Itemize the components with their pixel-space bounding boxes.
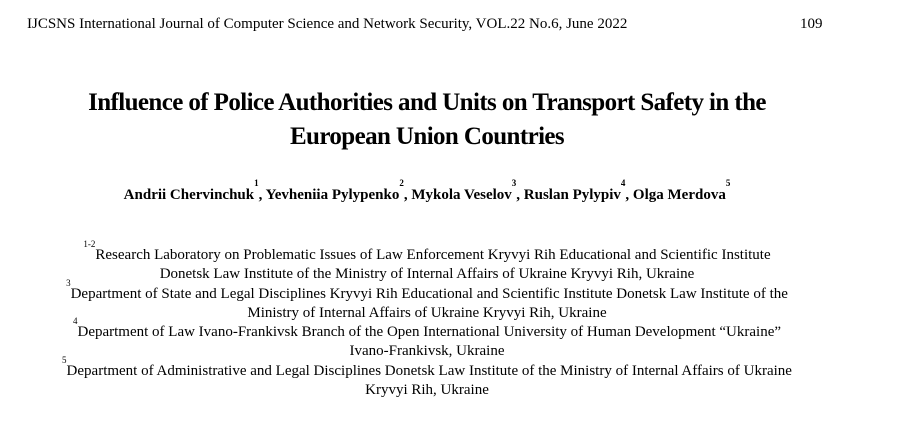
- page-number: 109: [800, 16, 823, 32]
- author-affiliation-mark: 5: [725, 178, 731, 188]
- affiliation-line: Ministry of Internal Affairs of Ukraine Kryvyi Rih, Ukraine: [247, 304, 607, 321]
- affiliation-mark: 3: [66, 277, 71, 288]
- affiliation-line: Ivano-Frankivsk, Ukraine: [349, 343, 505, 360]
- affiliation-item: [0, 239, 854, 285]
- affiliation-text: Department of Administrative and Legal Disciplines Donetsk Law Institute of the Ministry of Internal Affairs of Ukraine: [66, 362, 792, 379]
- affiliation-line: Kryvyi Rih, Ukraine: [365, 382, 489, 399]
- author-list: Andrii Chervinchuk$^1$, Yevheniia Pylypenko$^2$, Mykola Veselov$^3$, Ruslan Pylypiv$^4$, Olga Merdova$^5$: [123, 178, 731, 203]
- title-line-1: Influence of Police Authorities and Units on Transport Safety in the: [88, 89, 766, 116]
- author-name: Olga Merdova: [632, 187, 726, 203]
- affiliation-text: Department of Law Ivano-Frankivsk Branch of the Open International University of Human Development “Ukraine”: [77, 324, 782, 341]
- affiliation-list: [0, 239, 854, 400]
- author-name: Yevheniia Pylypenko: [265, 187, 400, 203]
- affiliation-line: [0, 277, 854, 304]
- author-affiliation-mark: 4: [620, 178, 626, 188]
- affiliation-text: Department of State and Legal Disciplines Kryvyi Rih Educational and Scientific Institute Donetsk Law Institute of the: [70, 285, 788, 302]
- title-line-2: European Union Countries: [289, 123, 565, 150]
- affiliation-mark: 4: [72, 316, 78, 327]
- affiliation-item: [0, 277, 854, 327]
- affiliation-line: [0, 239, 854, 265]
- author-affiliation-mark: 2: [399, 178, 404, 188]
- affiliation-line: [0, 354, 854, 381]
- affiliation-item: [0, 354, 854, 401]
- author-name: Andrii Chervinchuk: [123, 187, 255, 203]
- author-affiliation-mark: 3: [511, 178, 517, 188]
- affiliation-mark: 5: [62, 354, 67, 365]
- affiliation-item: [0, 316, 854, 362]
- affiliation-line: Donetsk Law Institute of the Ministry of Internal Affairs of Ukraine Kryvyi Rih, Ukraine: [159, 266, 695, 283]
- paper-title: [0, 86, 854, 154]
- affiliation-line: [0, 316, 854, 342]
- author-affiliation-mark: 1: [254, 178, 259, 188]
- author-name: Mykola Veselov: [411, 187, 512, 203]
- affiliation-mark: 1-2: [83, 239, 96, 249]
- author-name: Ruslan Pylypiv: [523, 187, 621, 203]
- affiliation-text: Research Laboratory on Problematic Issues of Law Enforcement Kryvyi Rih Educational and Scientific Institute: [95, 247, 771, 263]
- running-header: IJCSNS International Journal of Computer Science and Network Security, VOL.22 No.6, June 2022: [27, 16, 628, 32]
